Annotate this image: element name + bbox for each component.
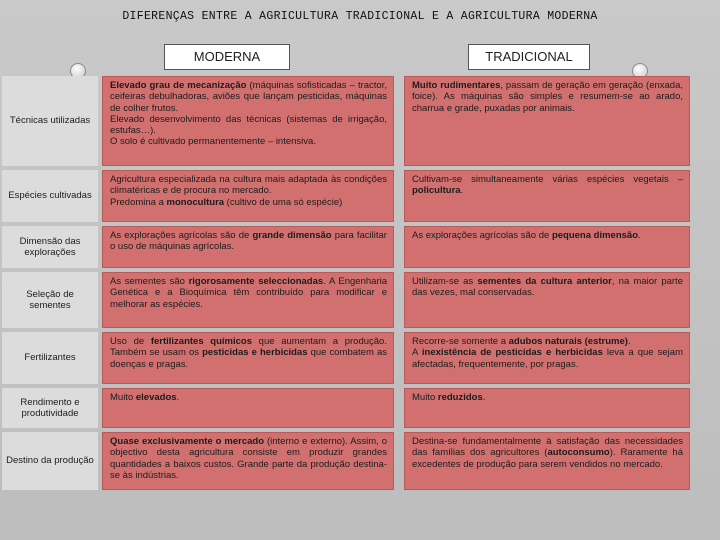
emphasized-text: sementes da cultura anterior — [477, 276, 612, 287]
text-run: A — [412, 347, 422, 359]
row-label-text: Técnicas utilizadas — [9, 115, 91, 127]
text-run: Muito — [110, 392, 136, 403]
page-title: DIFERENÇAS ENTRE A AGRICULTURA TRADICIONAL E A AGRICULTURA MODERNA — [122, 10, 598, 23]
text-run: Recorre-se somente a — [412, 336, 509, 347]
row-label-text: Fertilizantes — [24, 352, 76, 364]
row-label-text: Seleção de sementes — [26, 288, 74, 311]
emphasized-text: inexistência de pesticidas e herbicidas — [421, 347, 603, 359]
cell-tradicional — [404, 272, 690, 328]
emphasized-text: rigorosamente seleccionadas — [188, 276, 324, 287]
row-label-text: Rendimento e produtividade — [20, 396, 80, 419]
emphasized-text: fertilizantes químicos — [150, 336, 252, 347]
text-run: Destina-se fundamentalmente à satisfação das necessidades das famílias dos agricultores ( — [412, 436, 683, 459]
cell-moderna — [102, 272, 394, 328]
cell-moderna — [102, 226, 394, 268]
row-label — [2, 170, 98, 222]
emphasized-text: monocultura — [166, 196, 225, 208]
emphasized-text: pequena dimensão — [551, 230, 639, 241]
emphasized-text: policultura — [412, 185, 461, 197]
text-run: que aumentam a produção. Também se usam os — [110, 336, 387, 359]
emphasized-text: elevados — [135, 392, 177, 403]
column-header-moderna: MODERNA — [164, 44, 290, 70]
text-run: . A Engenharia Genética e a Bioquímica têm contribuído para modificar e melhorar as espécies. — [110, 276, 387, 310]
row-label — [2, 388, 98, 428]
cell-tradicional — [404, 332, 690, 384]
emphasized-text: Elevado grau de mecanização — [110, 80, 247, 91]
text-run: (interno e externo). Assim, o objectivo desta agricultura consiste em produzir grandes quantidades a baixos custos. Grande parte da produção destina-se às indústrias. — [110, 436, 387, 481]
text-run: , passam de geração em geração (enxada, foice). As máquinas são simples e resumem-se ao arado, charrua e grade, puxadas por animais. — [412, 80, 684, 114]
row-label — [2, 226, 98, 268]
text-run: Predomina a — [110, 196, 167, 208]
cell-tradicional — [404, 432, 690, 490]
cell-tradicional — [404, 76, 690, 166]
text-run: . — [638, 230, 641, 241]
text-run: Elevado desenvolvimento das técnicas (sistemas de irrigação, estufas…). — [110, 113, 387, 137]
row-label-text: Dimensão das explorações — [19, 235, 81, 258]
row-label — [2, 76, 98, 166]
text-run: As explorações agrícolas são de — [412, 230, 552, 241]
row-label — [2, 432, 98, 490]
cell-tradicional — [404, 226, 690, 268]
text-run: Agricultura especializada na cultura mais adaptada às condições climatéricas e de procura no mercado. — [110, 174, 387, 197]
cell-moderna — [102, 76, 394, 166]
row-label-text: Espécies cultivadas — [8, 190, 92, 202]
cell-tradicional — [404, 388, 690, 428]
cell-moderna — [102, 388, 394, 428]
emphasized-text: reduzidos — [437, 392, 483, 403]
text-run: Cultivam-se simultaneamente várias espécies vegetais – — [412, 174, 683, 185]
text-run: que combatem as doenças e pragas. — [110, 347, 387, 370]
text-run: . — [482, 392, 486, 403]
text-run: As explorações agrícolas são de — [110, 230, 253, 241]
row-label — [2, 272, 98, 328]
text-run: As sementes são — [110, 276, 189, 287]
column-header-tradicional: TRADICIONAL — [468, 44, 590, 70]
text-run: . — [176, 392, 180, 403]
emphasized-text: Muito rudimentares — [412, 80, 501, 91]
text-run: . — [627, 336, 631, 347]
emphasized-text: adubos naturais (estrume) — [508, 336, 628, 347]
emphasized-text: autoconsumo — [547, 447, 610, 459]
text-run: ). Raramente há excedentes de produção para serem vendidos no mercado. — [412, 447, 683, 470]
cell-moderna — [102, 432, 394, 490]
cell-moderna — [102, 170, 394, 222]
text-run: Uso de — [110, 336, 151, 347]
text-run: leva a que sejam afectadas, frequentemente, por pragas. — [412, 347, 683, 370]
text-run: . — [460, 185, 464, 197]
text-run: para facilitar o uso de máquinas agrícolas. — [110, 230, 387, 253]
emphasized-text: Quase exclusivamente o mercado — [110, 436, 265, 447]
emphasized-text: pesticidas e herbicidas — [202, 347, 308, 359]
cell-moderna — [102, 332, 394, 384]
text-run: , na maior parte das vezes, mal conservadas. — [412, 276, 683, 299]
text-run: (máquinas sofisticadas – tractor, ceifeiras debulhadoras, aviões que lançam pesticidas, máquinas de colher frutos. — [110, 80, 387, 114]
text-run: Utilizam-se as — [412, 276, 478, 287]
row-label — [2, 332, 98, 384]
row-label-text: Destino da produção — [6, 455, 94, 467]
text-run: O solo é cultivado permanentemente – intensiva. — [110, 136, 316, 148]
text-run: Muito — [412, 392, 438, 403]
emphasized-text: grande dimensão — [252, 230, 332, 241]
text-run: (cultivo de uma só espécie) — [224, 196, 343, 208]
cell-tradicional — [404, 170, 690, 222]
